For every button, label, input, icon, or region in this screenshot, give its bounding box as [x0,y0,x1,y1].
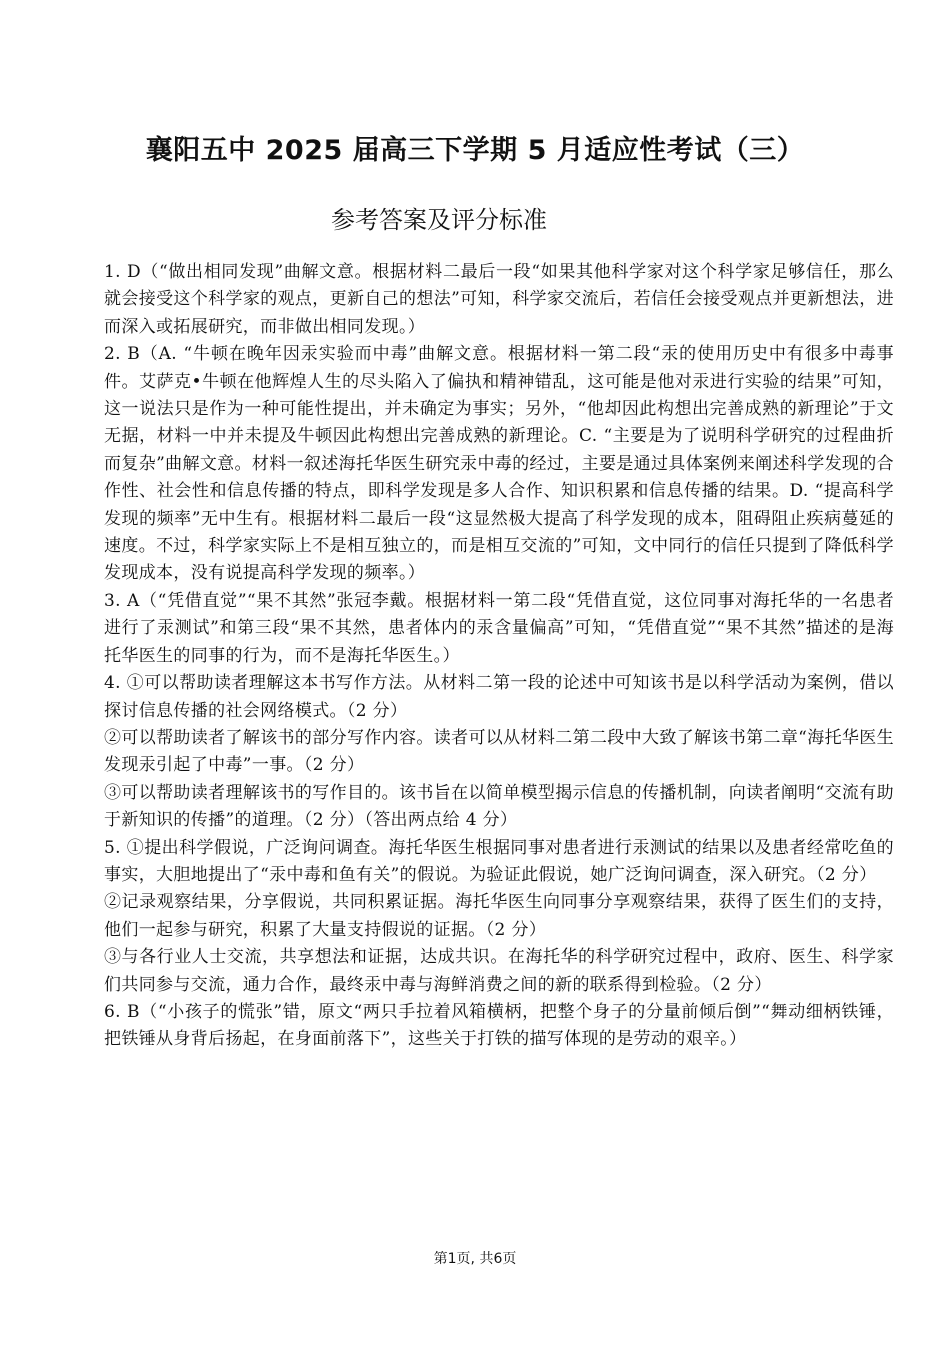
answer-paragraph-1: 1. D（“做出相同发现”曲解文意。根据材料二最后一段“如果其他科学家对这个科学家足够信任，那么就会接受这个科学家的观点，更新自己的想法”可知，科学家交流后，若信任会接受观点并更新想法，进而深入或拓展研究，而非做出相同发现。） [104,262,894,337]
document-title: 襄阳五中 2025 届高三下学期 5 月适应性考试（三） [145,135,805,166]
page-number-footer: 第1页, 共6页 [433,1251,517,1267]
answer-paragraph-2: 2. B（A. “牛顿在晚年因汞实验而中毒”曲解文意。根据材料一第二段“汞的使用历史中有很多中毒事件。艾萨克•牛顿在他辉煌人生的尽头陷入了偏执和精神错乱，这可能是他对汞进行实验的结果”可知，这一说法只是作为一种可能性提出，并未确定为事实；另外，“他却因此构想出完善成熟的新理论”于文无据，材料一中并未提及牛顿因此构想出完善成熟的新理论。C. “主要是为了说明科学研究的过程曲折而复杂”曲解文意。材料一叙述海托华医生研究汞中毒的经过，主要是通过具体案例来阐述科学发现的合作性、社会性和信息传播的特点，即科学发现是多人合作、知识积累和信息传播的结果。D. “提高科学发现的频率”无中生有。根据材料二最后一段“这显然极大提高了科学发现的成本，阻碍阻止疾病蔓延的速度。不过，科学家实际上不是相互独立的，而是相互交流的”可知，文中同行的信任只提到了降低科学发现成本，没有说提高科学发现的频率。） [104,344,894,584]
answer-paragraph-6: 6. B（“小孩子的慌张”错，原文“两只手拉着风箱横柄，把整个身子的分量前倾后倒”“舞动细柄铁锤，把铁锤从身背后扬起，在身面前落下”，这些关于打铁的描写体现的是劳动的艰辛。） [104,1001,894,1050]
document-subtitle: 参考答案及评分标准 [331,206,547,234]
answer-paragraph-5-point-3: ③与各行业人士交流，共享想法和证据，达成共识。在海托华的科学研究过程中，政府、医生、科学家们共同参与交流，通力合作，最终汞中毒与海鲜消费之间的新的联系得到检验。（2 分） [104,947,894,995]
answer-paragraph-4-point-2: ②可以帮助读者了解该书的部分写作内容。读者可以从材料二第二段中大致了解该书第二章“海托华医生发现汞引起了中毒”一事。（2 分） [104,727,894,776]
answer-paragraph-5-point-1: 5. ①提出科学假说，广泛询问调查。海托华医生根据同事对患者进行汞测试的结果以及患者经常吃鱼的事实，大胆地提出了“汞中毒和鱼有关”的假说。为验证此假说，她广泛询问调查，深入研究。（2 分） [104,837,894,885]
answer-paragraph-5-point-2: ②记录观察结果，分享假说，共同积累证据。海托华医生向同事分享观察结果，获得了医生们的支持，他们一起参与研究，积累了大量支持假说的证据。（2 分） [104,892,894,940]
answer-paragraph-4-point-3: ③可以帮助读者理解该书的写作目的。该书旨在以简单模型揭示信息的传播机制，向读者阐明“交流有助于新知识的传播”的道理。（2 分）（答出两点给 4 分） [104,782,894,831]
answer-paragraph-3: 3. A（“凭借直觉”“果不其然”张冠李戴。根据材料一第二段“凭借直觉，这位同事对海托华的一名患者进行了汞测试”和第三段“果不其然，患者体内的汞含量偏高”可知，“凭借直觉”“果不其然”描述的是海托华医生的同事的行为，而不是海托华医生。） [104,590,894,666]
answer-body [104,259,894,1054]
answer-paragraph-4-point-1: 4. ①可以帮助读者理解这本书写作方法。从材料二第一段的论述中可知该书是以科学活动为案例，借以探讨信息传播的社会网络模式。（2 分） [104,673,894,721]
